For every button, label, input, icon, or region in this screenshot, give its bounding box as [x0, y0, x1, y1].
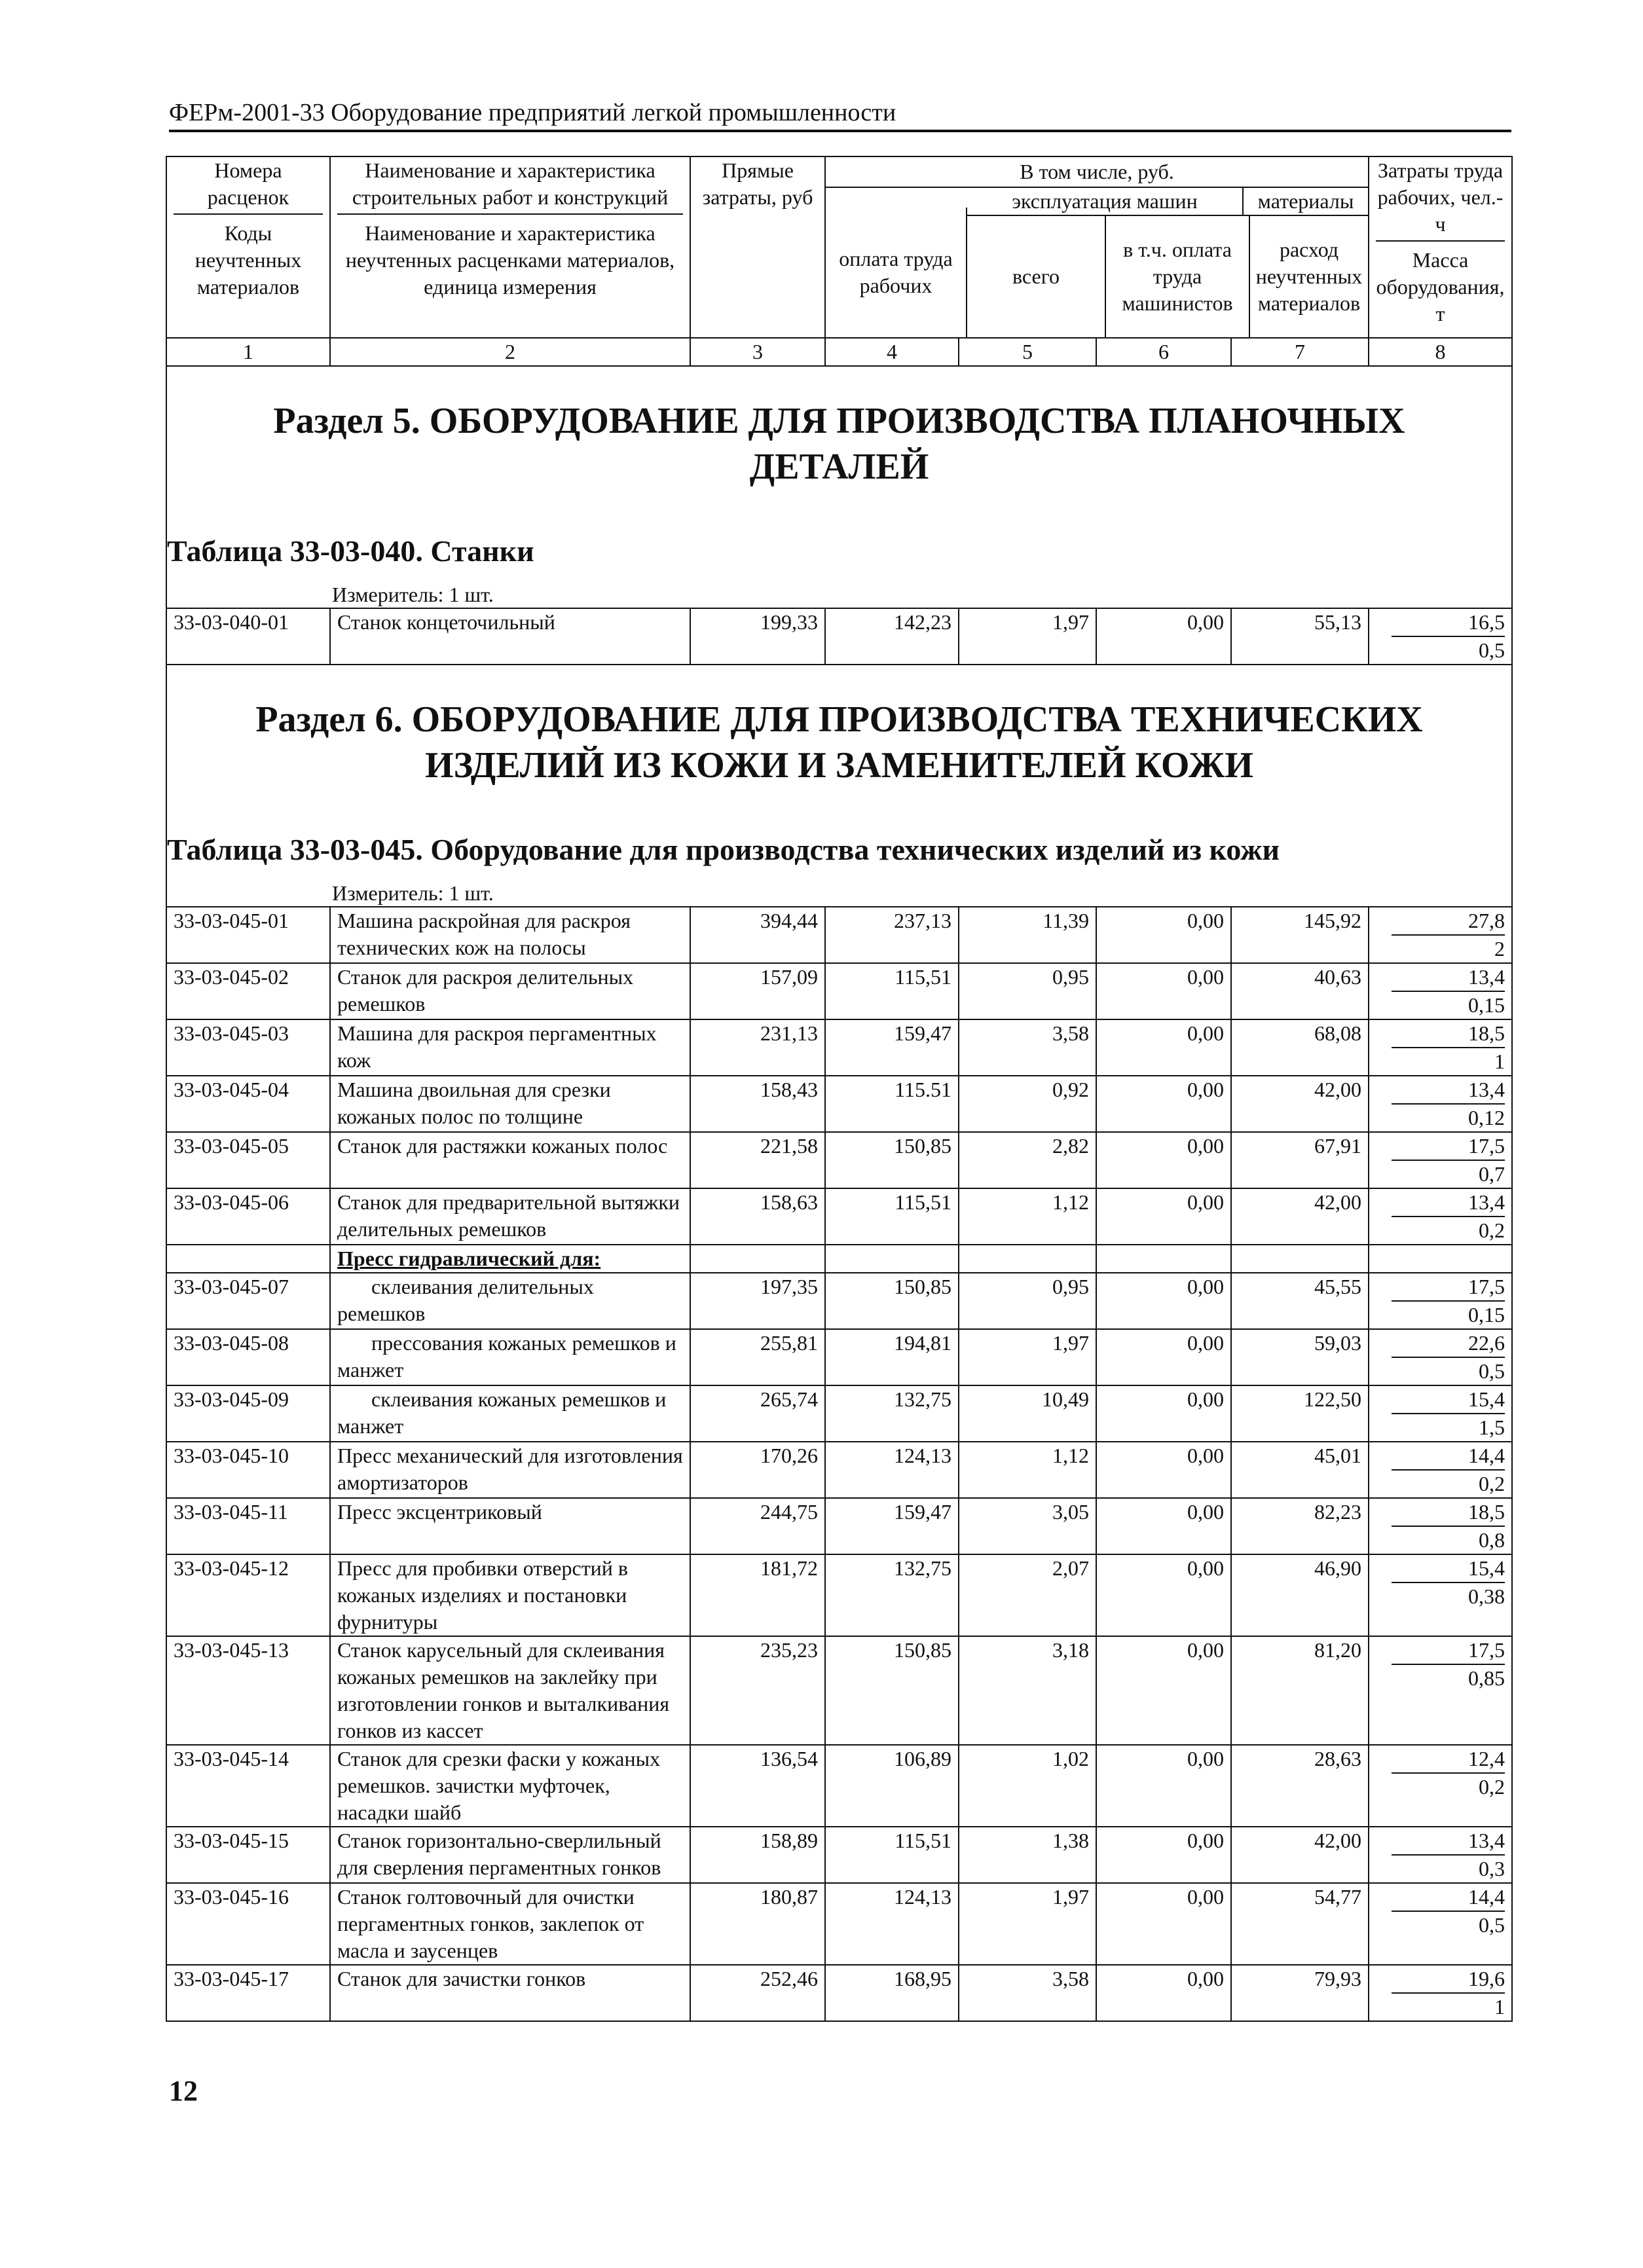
section6-title: Раздел 6. ОБОРУДОВАНИЕ ДЛЯ ПРОИЗВОДСТВА ТЕХНИЧЕСКИХ ИЗДЕЛИЙ ИЗ КОЖИ И ЗАМЕНИТЕЛЕЙ КОЖИ [255, 699, 1423, 786]
value-c6: 0,00 [1096, 1965, 1231, 2021]
value-c6: 0,00 [1096, 1329, 1231, 1385]
rate-name: прессования кожаных ремешков и манжет [330, 1329, 690, 1385]
value-c7: 55,13 [1231, 608, 1369, 665]
col-name-bottom: Наименование и характеристика неучтенных расценками материалов, единица измерения [345, 221, 675, 299]
mass-value: 0,5 [1479, 1913, 1505, 1937]
rate-name: склеивания кожаных ремешков и манжет [330, 1385, 690, 1442]
value-c6: 0,00 [1096, 1745, 1231, 1827]
value-c4: 115,51 [825, 1827, 959, 1883]
labor-value: 14,4 [1392, 1442, 1505, 1471]
labor-value: 17,5 [1392, 1273, 1505, 1302]
labor-value: 17,5 [1392, 1133, 1505, 1161]
labor-value: 12,4 [1392, 1746, 1505, 1774]
labor-mass-cell [1369, 1132, 1512, 1188]
rate-code: 33-03-045-07 [166, 1273, 330, 1329]
value-c6: 0,00 [1096, 1498, 1231, 1554]
value-c4: 159,47 [825, 1498, 959, 1554]
value-c7: 67,91 [1231, 1132, 1369, 1188]
col-code-top: Номера расценок [174, 157, 323, 215]
empty-cell [1096, 1245, 1231, 1273]
value-c7: 28,63 [1231, 1745, 1369, 1827]
value-c5: 3,58 [959, 1019, 1096, 1076]
rate-name: Пресс механический для изготовления амортизаторов [330, 1442, 690, 1498]
col-number: 8 [1369, 338, 1512, 366]
value-c3: 170,26 [690, 1442, 825, 1498]
section6-table-title: Таблица 33-03-045. Оборудование для производства технических изделий из кожи [167, 833, 1280, 866]
rate-code: 33-03-045-08 [166, 1329, 330, 1385]
col-labor-header [1369, 156, 1512, 338]
table-row [166, 1132, 1512, 1188]
empty-cell [690, 1245, 825, 1273]
value-c7: 40,63 [1231, 963, 1369, 1019]
rate-name: Машина двоильная для срезки кожаных полос по толщине [330, 1076, 690, 1132]
col-number: 3 [690, 338, 825, 366]
labor-mass-cell [1369, 1273, 1512, 1329]
value-c6: 0,00 [1096, 1273, 1231, 1329]
page-number: 12 [169, 2075, 198, 2107]
value-c3: 255,81 [690, 1329, 825, 1385]
press-subheader-row [166, 1245, 1512, 1273]
col-code-header [166, 156, 330, 338]
section6-band [166, 665, 1512, 907]
value-c7: 45,55 [1231, 1273, 1369, 1329]
value-c5: 0,95 [959, 1273, 1096, 1329]
value-c5: 1,02 [959, 1745, 1096, 1827]
labor-value: 18,5 [1392, 1020, 1505, 1048]
labor-mass-cell [1369, 1554, 1512, 1636]
value-c6: 0,00 [1096, 963, 1231, 1019]
rate-name: Станок для зачистки гонков [330, 1965, 690, 2021]
rate-code: 33-03-045-03 [166, 1019, 330, 1076]
value-c3: 244,75 [690, 1498, 825, 1554]
mass-value: 0,15 [1468, 1303, 1505, 1326]
value-c3: 158,63 [690, 1188, 825, 1245]
value-c4: 168,95 [825, 1965, 959, 2021]
labor-value: 13,4 [1392, 1076, 1505, 1105]
value-c4: 132,75 [825, 1554, 959, 1636]
value-c4: 124,13 [825, 1442, 959, 1498]
col-number: 2 [330, 338, 690, 366]
col-labor-top: Затраты труда рабочих, чел.-ч [1376, 157, 1505, 242]
table-row [166, 1883, 1512, 1965]
value-c6: 0,00 [1096, 1442, 1231, 1498]
value-c6: 0,00 [1096, 1132, 1231, 1188]
value-c7: 42,00 [1231, 1827, 1369, 1883]
col-mass-bottom: Масса оборудования, т [1376, 248, 1505, 325]
table-row [166, 608, 1512, 665]
mass-value: 0,38 [1468, 1584, 1505, 1608]
mass-value: 0,85 [1468, 1666, 1505, 1690]
value-c3: 252,46 [690, 1965, 825, 2021]
value-c3: 265,74 [690, 1385, 825, 1442]
labor-value: 16,5 [1392, 609, 1505, 637]
value-c3: 157,09 [690, 963, 825, 1019]
rate-code: 33-03-045-01 [166, 907, 330, 963]
labor-mass-cell [1369, 1636, 1512, 1745]
price-table-sheet [166, 156, 1511, 2022]
empty-cell [166, 1245, 330, 1273]
rate-code: 33-03-045-02 [166, 963, 330, 1019]
table-row [166, 907, 1512, 963]
value-c7: 45,01 [1231, 1442, 1369, 1498]
labor-mass-cell [1369, 907, 1512, 963]
value-c3: 199,33 [690, 608, 825, 665]
press-subheader: Пресс гидравлический для: [330, 1245, 690, 1273]
table-row [166, 1076, 1512, 1132]
value-c3: 136,54 [690, 1745, 825, 1827]
value-c6: 0,00 [1096, 608, 1231, 665]
labor-mass-cell [1369, 1188, 1512, 1245]
col-direct-header: Прямые затраты, руб [690, 156, 825, 338]
value-c6: 0,00 [1096, 1883, 1231, 1965]
value-c7: 79,93 [1231, 1965, 1369, 2021]
col-wages-header: оплата труда рабочих [826, 208, 967, 337]
rate-name: Машина для раскроя пергаментных кож [330, 1019, 690, 1076]
value-c3: 235,23 [690, 1636, 825, 1745]
value-c5: 1,38 [959, 1827, 1096, 1883]
labor-value: 19,6 [1392, 1966, 1505, 1994]
mass-value: 0,2 [1479, 1775, 1505, 1799]
rate-name: Станок для раскроя делительных ремешков [330, 963, 690, 1019]
col-group-header [825, 156, 1369, 338]
col-operators-header: в т.ч. оплата труда машинистов [1106, 216, 1250, 337]
value-c4: 159,47 [825, 1019, 959, 1076]
labor-mass-cell [1369, 1965, 1512, 2021]
page-header: ФЕРм-2001-33 Оборудование предприятий легкой промышленности [169, 98, 1511, 132]
value-c3: 181,72 [690, 1554, 825, 1636]
rate-code: 33-03-045-16 [166, 1883, 330, 1965]
value-c6: 0,00 [1096, 1019, 1231, 1076]
rate-name: Машина раскройная для раскроя технических кож на полосы [330, 907, 690, 963]
labor-mass-cell [1369, 1442, 1512, 1498]
labor-mass-cell [1369, 1498, 1512, 1554]
col-number: 7 [1231, 338, 1369, 366]
rate-name: Станок концеточильный [330, 608, 690, 665]
value-c7: 42,00 [1231, 1188, 1369, 1245]
value-c5: 2,07 [959, 1554, 1096, 1636]
value-c5: 1,12 [959, 1188, 1096, 1245]
mass-value: 0,3 [1479, 1857, 1505, 1880]
value-c5: 3,58 [959, 1965, 1096, 2021]
labor-mass-cell [1369, 1076, 1512, 1132]
table-row [166, 1498, 1512, 1554]
col-machine-total-header: всего [967, 216, 1106, 337]
rate-code: 33-03-045-10 [166, 1442, 330, 1498]
mass-value: 1 [1494, 1050, 1505, 1073]
exploit-label: эксплуатация машин [967, 188, 1244, 215]
value-c7: 42,00 [1231, 1076, 1369, 1132]
labor-value: 18,5 [1392, 1499, 1505, 1527]
col-number: 4 [825, 338, 959, 366]
value-c6: 0,00 [1096, 1636, 1231, 1745]
value-c5: 1,97 [959, 1883, 1096, 1965]
table-row [166, 1273, 1512, 1329]
value-c4: 115,51 [825, 963, 959, 1019]
rate-code: 33-03-045-04 [166, 1076, 330, 1132]
col-name-top: Наименование и характеристика строительных работ и конструкций [337, 157, 683, 215]
price-table [166, 156, 1513, 2022]
rate-name: Станок карусельный для склеивания кожаных ремешков на заклейку при изготовлении гонков и выталкивания гонков из кассет [330, 1636, 690, 1745]
rate-name: Пресс эксцентриковый [330, 1498, 690, 1554]
rate-code: 33-03-045-05 [166, 1132, 330, 1188]
mass-value: 0,5 [1479, 638, 1505, 662]
value-c4: 115.51 [825, 1076, 959, 1132]
rate-name: Станок голтовочный для очистки пергаментных гонков, заклепок от масла и заусенцев [330, 1883, 690, 1965]
rate-code: 33-03-045-15 [166, 1827, 330, 1883]
labor-mass-cell [1369, 1019, 1512, 1076]
mass-value: 0,8 [1479, 1528, 1505, 1552]
table-row [166, 1554, 1512, 1636]
table-row [166, 1745, 1512, 1827]
rate-name: склеивания делительных ремешков [330, 1273, 690, 1329]
value-c7: 145,92 [1231, 907, 1369, 963]
value-c5: 11,39 [959, 907, 1096, 963]
rate-name: Пресс для пробивки отверстий в кожаных изделиях и постановки фурнитуры [330, 1554, 690, 1636]
labor-value: 13,4 [1392, 964, 1505, 992]
rate-code: 33-03-045-09 [166, 1385, 330, 1442]
labor-mass-cell [1369, 608, 1512, 665]
col-number: 5 [959, 338, 1096, 366]
value-c7: 68,08 [1231, 1019, 1369, 1076]
labor-value: 15,4 [1392, 1555, 1505, 1583]
value-c5: 10,49 [959, 1385, 1096, 1442]
col-number: 1 [166, 338, 330, 366]
value-c3: 180,87 [690, 1883, 825, 1965]
section5-title: Раздел 5. ОБОРУДОВАНИЕ ДЛЯ ПРОИЗВОДСТВА ПЛАНОЧНЫХ ДЕТАЛЕЙ [273, 401, 1405, 487]
value-c4: 150,85 [825, 1132, 959, 1188]
empty-cell [1369, 1245, 1512, 1273]
empty-cell [825, 1245, 959, 1273]
value-c4: 115,51 [825, 1188, 959, 1245]
labor-value: 13,4 [1392, 1189, 1505, 1217]
table-040-title: Таблица 33-03-040. Станки [167, 534, 534, 568]
value-c4: 124,13 [825, 1883, 959, 1965]
value-c7: 59,03 [1231, 1329, 1369, 1385]
value-c4: 150,85 [825, 1636, 959, 1745]
labor-mass-cell [1369, 1385, 1512, 1442]
value-c3: 221,58 [690, 1132, 825, 1188]
value-c5: 0,92 [959, 1076, 1096, 1132]
value-c5: 1,12 [959, 1442, 1096, 1498]
mass-value: 0,12 [1468, 1106, 1505, 1129]
value-c5: 2,82 [959, 1132, 1096, 1188]
col-materials-header: расход неучтенных материалов [1255, 238, 1363, 315]
value-c5: 1,97 [959, 1329, 1096, 1385]
table-row [166, 1636, 1512, 1745]
value-c7: 122,50 [1231, 1385, 1369, 1442]
value-c6: 0,00 [1096, 1385, 1231, 1442]
labor-value: 22,6 [1392, 1330, 1505, 1358]
value-c7: 82,23 [1231, 1498, 1369, 1554]
value-c6: 0,00 [1096, 1188, 1231, 1245]
mass-value: 1,5 [1479, 1416, 1505, 1439]
table-row [166, 1019, 1512, 1076]
rate-code: 33-03-045-06 [166, 1188, 330, 1245]
rate-code: 33-03-045-13 [166, 1636, 330, 1745]
value-c3: 197,35 [690, 1273, 825, 1329]
col-name-header [330, 156, 690, 338]
rate-code: 33-03-045-11 [166, 1498, 330, 1554]
table-row [166, 1329, 1512, 1385]
table-row [166, 963, 1512, 1019]
col-code-bottom: Коды неучтенных материалов [194, 221, 302, 299]
value-c4: 142,23 [825, 608, 959, 665]
labor-mass-cell [1369, 1827, 1512, 1883]
section6-meter: Измеритель: 1 шт. [332, 881, 494, 905]
value-c4: 150,85 [825, 1273, 959, 1329]
mass-value: 0,15 [1468, 993, 1505, 1017]
labor-mass-cell [1369, 1329, 1512, 1385]
value-c4: 132,75 [825, 1385, 959, 1442]
labor-value: 17,5 [1392, 1637, 1505, 1665]
value-c4: 194,81 [825, 1329, 959, 1385]
labor-mass-cell [1369, 1883, 1512, 1965]
value-c7: 46,90 [1231, 1554, 1369, 1636]
rate-code: 33-03-045-17 [166, 1965, 330, 2021]
value-c5: 3,18 [959, 1636, 1096, 1745]
value-c7: 54,77 [1231, 1883, 1369, 1965]
value-c3: 231,13 [690, 1019, 825, 1076]
table-row [166, 1965, 1512, 2021]
mass-value: 2 [1494, 937, 1505, 960]
empty-cell [1231, 1245, 1369, 1273]
mass-value: 0,7 [1479, 1162, 1505, 1186]
value-c6: 0,00 [1096, 1827, 1231, 1883]
column-number-row [166, 338, 1512, 366]
rate-name: Станок для предварительной вытяжки делительных ремешков [330, 1188, 690, 1245]
materials-label: материалы [1257, 189, 1354, 213]
value-c3: 158,43 [690, 1076, 825, 1132]
value-c5: 3,05 [959, 1498, 1096, 1554]
labor-value: 15,4 [1392, 1386, 1505, 1414]
header-row [166, 156, 1512, 338]
empty-cell [959, 1245, 1096, 1273]
labor-value: 27,8 [1392, 907, 1505, 936]
labor-mass-cell [1369, 1745, 1512, 1827]
table-row [166, 1188, 1512, 1245]
value-c7: 81,20 [1231, 1636, 1369, 1745]
labor-mass-cell [1369, 963, 1512, 1019]
mass-value: 0,2 [1479, 1472, 1505, 1495]
group-label: В том числе, руб. [826, 157, 1368, 188]
rate-code: 33-03-040-01 [166, 608, 330, 665]
table-row [166, 1442, 1512, 1498]
rate-code: 33-03-045-14 [166, 1745, 330, 1827]
mass-value: 0,2 [1479, 1218, 1505, 1242]
value-c4: 237,13 [825, 907, 959, 963]
col-number: 6 [1096, 338, 1231, 366]
table-row [166, 1827, 1512, 1883]
labor-value: 13,4 [1392, 1827, 1505, 1856]
rate-code: 33-03-045-12 [166, 1554, 330, 1636]
mass-value: 1 [1494, 1995, 1505, 2019]
value-c5: 1,97 [959, 608, 1096, 665]
section5-band [166, 366, 1512, 608]
labor-value: 14,4 [1392, 1884, 1505, 1912]
mass-value: 0,5 [1479, 1359, 1505, 1383]
rate-name: Станок для растяжки кожаных полос [330, 1132, 690, 1188]
rate-name: Станок для срезки фаски у кожаных ремешков. зачистки муфточек, насадки шайб [330, 1745, 690, 1827]
value-c3: 158,89 [690, 1827, 825, 1883]
table-row [166, 1385, 1512, 1442]
value-c6: 0,00 [1096, 1554, 1231, 1636]
value-c6: 0,00 [1096, 1076, 1231, 1132]
value-c4: 106,89 [825, 1745, 959, 1827]
value-c5: 0,95 [959, 963, 1096, 1019]
value-c6: 0,00 [1096, 907, 1231, 963]
table-040-meter: Измеритель: 1 шт. [332, 583, 494, 606]
value-c3: 394,44 [690, 907, 825, 963]
rate-name: Станок горизонтально-сверлильный для сверления пергаментных гонков [330, 1827, 690, 1883]
